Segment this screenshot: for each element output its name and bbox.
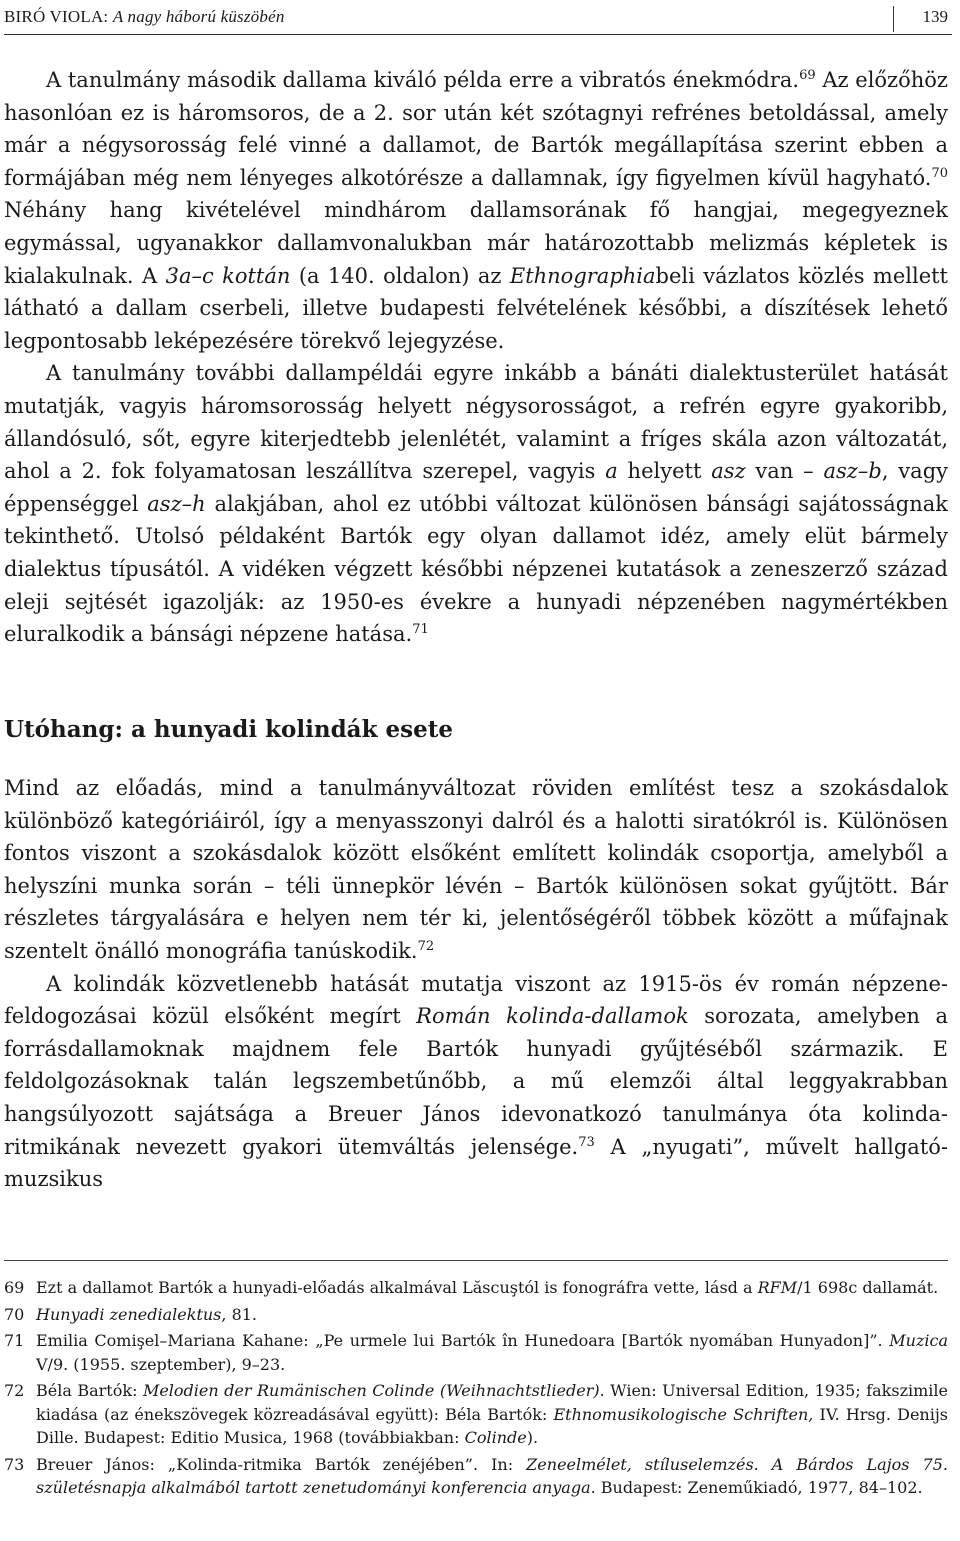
paragraph: A tanulmány második dallama kiváló példa erre a vibratós énekmódra.$^{69}$ Az előzőhöz hasonlóan ez is háromsoros, de a 2. sor után két szótagnyi refrénes betoldással, amely már a négysorosság felé vinné a dallamot, de Bartók megállapítása szerint ebben a formájában még nem lényeges alkotórésze a dallamnak, így figyelmen kívül hagyható.$^{70}$ Néhány hang kivételével mindhárom dallamsorának fő hangjai, megegyeznek egymással, ugyanakkor dallamvonalukban már határozottabb melizmás képletek is kialakulnak. A 3a–c kottán (a 140. oldalon) az Ethnographiabeli vázlatos közlés mellett látható a dallam cserbeli, illetve budapesti felvételének későbbi, a díszítések lehető legpontosabb leképezésére törekvő lejegyzése. <box>4 68 949 353</box>
header-rule <box>4 34 952 35</box>
main-text-upper <box>4 64 948 651</box>
footnote-ref[interactable]: 72 <box>417 938 435 954</box>
running-header <box>4 4 952 30</box>
footnote-number: 70 <box>4 1304 25 1324</box>
footnote <box>4 1303 948 1327</box>
footnote-ref[interactable]: 70 <box>931 165 948 181</box>
running-title <box>4 7 285 27</box>
footnote-number: 73 <box>4 1454 25 1474</box>
footnote-separator <box>4 1260 948 1261</box>
page-number: 139 <box>922 7 948 26</box>
header-author: BIRÓ VIOLA: <box>4 7 109 26</box>
footnote-ref[interactable]: 73 <box>578 1134 595 1150</box>
footnote <box>4 1453 948 1500</box>
footnote-text: Emilia Comişel–Mariana Kahane: „Pe urmele lui Bartók în Hunedoara [Bartók nyomában Hunyadon]”. Muzica V/9. (1955. szeptember), 9–23. <box>36 1331 948 1374</box>
footnotes <box>4 1276 948 1503</box>
paragraph: A tanulmány további dallampéldái egyre inkább a bánáti dialektusterület hatását mutatják, vagyis háromsorosság helyett négysorosságot, a refrén egyre gyakoribb, állandósuló, sőt, egyre kiterjedtebb jelenlétét, valamint a fríges skála azon változatát, ahol a 2. fok folyamatosan leszállítva szerepel, vagyis a helyett asz van – asz–b, vagy éppenséggel asz–h alakjában, ahol ez utóbbi változat különösen bánsági sajátosságnak tekinthető. Utolsó példaként Bartók egy olyan dallamot idéz, amely elüt bármely dialektus típusától. A vidéken végzett későbbi népzenei kutatások a zeneszerző század eleji sejtését igazolják: az 1950-es évekre a hunyadi népzenében nagymértékben eluralkodik a bánsági népzene hatása.$^{71}$ <box>4 361 949 647</box>
header-divider <box>893 6 894 32</box>
footnote-text: Hunyadi zenedialektus, 81. <box>36 1304 258 1324</box>
footnote-number: 69 <box>4 1278 25 1297</box>
footnote-text: Breuer János: „Kolinda-ritmika Bartók zenéjében”. In: Zeneelmélet, stíluselemzés. A Bárdos Lajos 75. születésnapja alkalmából tartott zenetudományi konferencia anyaga. Budapest: Zeneműkiadó, 1977, 84–102. <box>36 1454 948 1497</box>
footnote-text: Ezt a dallamot Bartók a hunyadi-előadás alkalmával Lăscuştól is fonográfra vette, lásd a RFM/1 698c dallamát. <box>36 1278 939 1297</box>
footnote-text: Béla Bartók: Melodien der Rumänischen Colinde (Weihnachtstlieder). Wien: Universal Edition, 1935; fakszimile kiadása (az énekszövegek közreadásával együtt): Béla Bartók: Ethnomusikologische Schriften, IV. Hrsg. Denijs Dille. Budapest: Editio Musica, 1968 (továbbiakban: Colinde). <box>36 1381 949 1447</box>
footnote-number: 71 <box>4 1331 25 1350</box>
footnote-ref[interactable]: 71 <box>412 622 429 638</box>
footnote <box>4 1379 948 1450</box>
footnote-ref[interactable]: 69 <box>799 68 816 83</box>
footnote-number: 72 <box>4 1381 25 1400</box>
main-text-lower <box>4 772 948 1196</box>
footnote <box>4 1276 948 1300</box>
section-heading: Utóhang: a hunyadi kolindák esete <box>4 716 453 743</box>
paragraph: A kolindák közvetlenebb hatását mutatja viszont az 1915-ös év román népzene-feldogozásai közül elsőként megírt Román kolinda-dallamok sorozata, amelyben a forrásdallamoknak majdnem fele Bartók hunyadi gyűjtéséből származik. E feldolgozásoknak talán legszembetűnőbb, a mű elemzői által leggyakrabban hangsúlyozott sajátsága a Breuer János idevonatkozó tanulmánya óta kolinda-ritmikának nevezett gyakori ütemváltás jelensége.$^{73}$ A „nyugati”, művelt hallgató-muzsikus <box>4 971 949 1192</box>
footnote <box>4 1329 948 1376</box>
paragraph: Mind az előadás, mind a tanulmányváltozat röviden említést tesz a szokásdalok különböző kategóriáiról, így a menyasszonyi dalról és a halotti siratókról is. Különösen fontos viszont a szokásdalok között elsőként említett kolindák csoportja, amelyből a helyszíni munka során – téli ünnepkör lévén – Bartók különösen sokat gyűjtött. Bár részletes tárgyalására e helyen nem tér ki, jelentőségéről többek között a műfajnak szentelt önálló monográfia tanúskodik.$^{72}$ <box>4 776 948 963</box>
header-title: A nagy háború küszöbén <box>112 7 285 26</box>
